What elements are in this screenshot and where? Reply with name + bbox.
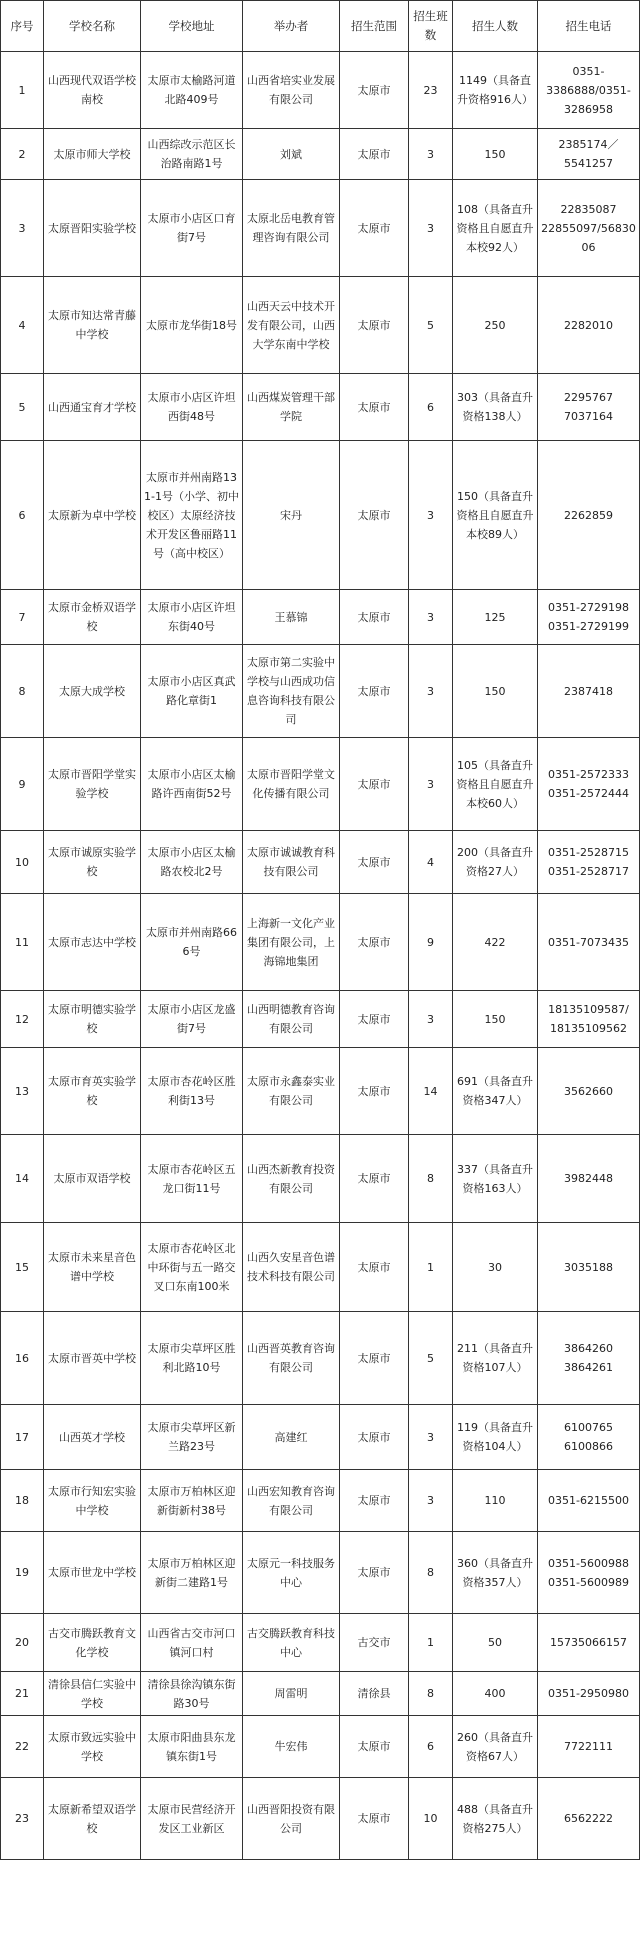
cell-classes: 8 [409, 1135, 453, 1223]
cell-school-name: 太原新希望双语学校 [44, 1778, 141, 1860]
cell-classes: 3 [409, 645, 453, 738]
cell-phone: 2262859 [538, 441, 640, 590]
header-sponsor: 举办者 [243, 1, 340, 52]
cell-address: 太原市尖草坪区胜利北路10号 [141, 1312, 243, 1405]
cell-sponsor: 山西久安星音色谱技术科技有限公司 [243, 1223, 340, 1312]
cell-scope: 太原市 [340, 277, 409, 374]
cell-classes: 6 [409, 1716, 453, 1778]
cell-scope: 太原市 [340, 180, 409, 277]
cell-address: 太原市小店区口育街7号 [141, 180, 243, 277]
cell-classes: 10 [409, 1778, 453, 1860]
table-row [1, 894, 640, 991]
cell-classes: 23 [409, 52, 453, 129]
table-row [1, 738, 640, 831]
cell-address: 太原市小店区许坦西街48号 [141, 374, 243, 441]
cell-scope: 太原市 [340, 590, 409, 645]
cell-classes: 3 [409, 738, 453, 831]
cell-school-name: 古交市腾跃教育文化学校 [44, 1614, 141, 1672]
cell-address: 太原市龙华街18号 [141, 277, 243, 374]
cell-no: 7 [1, 590, 44, 645]
cell-students: 422 [453, 894, 538, 991]
cell-no: 23 [1, 1778, 44, 1860]
cell-no: 17 [1, 1405, 44, 1470]
cell-school-name: 太原市师大学校 [44, 129, 141, 180]
cell-no: 2 [1, 129, 44, 180]
table-row [1, 991, 640, 1048]
cell-no: 3 [1, 180, 44, 277]
cell-school-name: 太原市晋英中学校 [44, 1312, 141, 1405]
cell-sponsor: 山西晋阳投资有限公司 [243, 1778, 340, 1860]
cell-students: 488（具备直升资格275人） [453, 1778, 538, 1860]
cell-phone: 2385174／ 5541257 [538, 129, 640, 180]
table-row [1, 590, 640, 645]
cell-classes: 8 [409, 1532, 453, 1614]
cell-phone: 0351- 3386888/0351- 3286958 [538, 52, 640, 129]
cell-scope: 太原市 [340, 1135, 409, 1223]
cell-school-name: 太原市晋阳学堂实验学校 [44, 738, 141, 831]
cell-scope: 太原市 [340, 1716, 409, 1778]
cell-phone: 7722111 [538, 1716, 640, 1778]
cell-scope: 太原市 [340, 1223, 409, 1312]
cell-classes: 6 [409, 374, 453, 441]
header-classes: 招生班数 [409, 1, 453, 52]
cell-address: 太原市小店区太榆路农校北2号 [141, 831, 243, 894]
cell-school-name: 太原市未来星音色谱中学校 [44, 1223, 141, 1312]
cell-students: 150 [453, 129, 538, 180]
cell-scope: 太原市 [340, 645, 409, 738]
cell-no: 1 [1, 52, 44, 129]
cell-sponsor: 山西煤炭管理干部学院 [243, 374, 340, 441]
cell-students: 150 [453, 991, 538, 1048]
table-row [1, 374, 640, 441]
table-row [1, 1135, 640, 1223]
cell-students: 360（具备直升资格357人） [453, 1532, 538, 1614]
table-row [1, 52, 640, 129]
table-row [1, 180, 640, 277]
cell-sponsor: 太原元一科技服务中心 [243, 1532, 340, 1614]
cell-no: 14 [1, 1135, 44, 1223]
cell-no: 12 [1, 991, 44, 1048]
cell-scope: 太原市 [340, 1532, 409, 1614]
table-row [1, 1672, 640, 1716]
cell-phone: 6562222 [538, 1778, 640, 1860]
cell-scope: 太原市 [340, 1312, 409, 1405]
cell-address: 太原市杏花岭区胜利街13号 [141, 1048, 243, 1135]
cell-no: 21 [1, 1672, 44, 1716]
cell-classes: 3 [409, 590, 453, 645]
cell-phone: 3562660 [538, 1048, 640, 1135]
table-row [1, 831, 640, 894]
cell-sponsor: 山西省培实业发展有限公司 [243, 52, 340, 129]
cell-school-name: 太原市双语学校 [44, 1135, 141, 1223]
cell-school-name: 太原市明德实验学校 [44, 991, 141, 1048]
cell-phone: 0351-6215500 [538, 1470, 640, 1532]
cell-school-name: 太原市致远实验中学校 [44, 1716, 141, 1778]
cell-classes: 3 [409, 129, 453, 180]
cell-students: 119（具备直升资格104人） [453, 1405, 538, 1470]
table-row [1, 129, 640, 180]
table-row [1, 1532, 640, 1614]
cell-school-name: 山西英才学校 [44, 1405, 141, 1470]
cell-school-name: 太原大成学校 [44, 645, 141, 738]
cell-no: 13 [1, 1048, 44, 1135]
cell-phone: 3864260 3864261 [538, 1312, 640, 1405]
cell-school-name: 山西通宝育才学校 [44, 374, 141, 441]
cell-address: 太原市万柏林区迎新街新村38号 [141, 1470, 243, 1532]
header-phone: 招生电话 [538, 1, 640, 52]
cell-sponsor: 山西天云中技术开发有限公司，山西大学东南中学校 [243, 277, 340, 374]
cell-sponsor: 王慕锦 [243, 590, 340, 645]
cell-school-name: 太原晋阳实验学校 [44, 180, 141, 277]
cell-sponsor: 山西明德教育咨询有限公司 [243, 991, 340, 1048]
cell-classes: 1 [409, 1614, 453, 1672]
cell-address: 山西省古交市河口镇河口村 [141, 1614, 243, 1672]
cell-phone: 2282010 [538, 277, 640, 374]
cell-phone: 3035188 [538, 1223, 640, 1312]
cell-sponsor: 古交腾跃教育科技中心 [243, 1614, 340, 1672]
cell-scope: 太原市 [340, 738, 409, 831]
cell-no: 22 [1, 1716, 44, 1778]
cell-phone: 2387418 [538, 645, 640, 738]
cell-scope: 太原市 [340, 129, 409, 180]
cell-scope: 太原市 [340, 894, 409, 991]
cell-scope: 太原市 [340, 831, 409, 894]
cell-scope: 太原市 [340, 374, 409, 441]
cell-address: 太原市民营经济开发区工业新区 [141, 1778, 243, 1860]
cell-sponsor: 周雷明 [243, 1672, 340, 1716]
cell-phone: 0351-2729198 0351-2729199 [538, 590, 640, 645]
cell-phone: 2295767 7037164 [538, 374, 640, 441]
cell-school-name: 太原市知达常青藤中学校 [44, 277, 141, 374]
cell-scope: 太原市 [340, 1405, 409, 1470]
cell-students: 108（具备直升资格且自愿直升本校92人） [453, 180, 538, 277]
table-row [1, 1312, 640, 1405]
header-row [1, 1, 640, 52]
cell-no: 19 [1, 1532, 44, 1614]
cell-students: 30 [453, 1223, 538, 1312]
cell-phone: 0351-5600988 0351-5600989 [538, 1532, 640, 1614]
cell-classes: 3 [409, 1405, 453, 1470]
cell-no: 18 [1, 1470, 44, 1532]
cell-no: 5 [1, 374, 44, 441]
cell-school-name: 太原市育英实验学校 [44, 1048, 141, 1135]
cell-phone: 6100765 6100866 [538, 1405, 640, 1470]
cell-students: 691（具备直升资格347人） [453, 1048, 538, 1135]
cell-phone: 0351-7073435 [538, 894, 640, 991]
cell-address: 太原市尖草坪区新兰路23号 [141, 1405, 243, 1470]
cell-phone: 0351-2950980 [538, 1672, 640, 1716]
cell-school-name: 太原市志达中学校 [44, 894, 141, 991]
cell-students: 125 [453, 590, 538, 645]
table-row [1, 441, 640, 590]
cell-address: 太原市太榆路河道北路409号 [141, 52, 243, 129]
cell-students: 150（具备直升资格且自愿直升本校89人） [453, 441, 538, 590]
cell-scope: 太原市 [340, 1470, 409, 1532]
cell-students: 337（具备直升资格163人） [453, 1135, 538, 1223]
header-address: 学校地址 [141, 1, 243, 52]
cell-sponsor: 太原市诚诚教育科技有限公司 [243, 831, 340, 894]
cell-address: 太原市小店区龙盛街7号 [141, 991, 243, 1048]
table-row [1, 645, 640, 738]
cell-address: 太原市杏花岭区五龙口街11号 [141, 1135, 243, 1223]
cell-sponsor: 宋丹 [243, 441, 340, 590]
table-row [1, 1716, 640, 1778]
cell-no: 11 [1, 894, 44, 991]
cell-address: 太原市万柏林区迎新街二建路1号 [141, 1532, 243, 1614]
cell-address: 太原市小店区许坦东街40号 [141, 590, 243, 645]
cell-school-name: 太原市诚原实验学校 [44, 831, 141, 894]
cell-classes: 3 [409, 1470, 453, 1532]
cell-phone: 22835087 22855097/5683006 [538, 180, 640, 277]
cell-no: 8 [1, 645, 44, 738]
cell-no: 20 [1, 1614, 44, 1672]
cell-school-name: 太原市金桥双语学校 [44, 590, 141, 645]
cell-sponsor: 太原市晋阳学堂文化传播有限公司 [243, 738, 340, 831]
cell-no: 16 [1, 1312, 44, 1405]
cell-sponsor: 山西杰新教育投资有限公司 [243, 1135, 340, 1223]
cell-scope: 古交市 [340, 1614, 409, 1672]
header-no: 序号 [1, 1, 44, 52]
cell-scope: 太原市 [340, 52, 409, 129]
cell-students: 303（具备直升资格138人） [453, 374, 538, 441]
cell-classes: 3 [409, 991, 453, 1048]
cell-address: 清徐县徐沟镇东街路30号 [141, 1672, 243, 1716]
cell-phone: 0351-2572333 0351-2572444 [538, 738, 640, 831]
cell-students: 400 [453, 1672, 538, 1716]
cell-scope: 太原市 [340, 991, 409, 1048]
cell-classes: 9 [409, 894, 453, 991]
cell-no: 15 [1, 1223, 44, 1312]
cell-address: 太原市并州南路666号 [141, 894, 243, 991]
table-row [1, 1048, 640, 1135]
cell-school-name: 太原新为卓中学校 [44, 441, 141, 590]
cell-students: 110 [453, 1470, 538, 1532]
cell-sponsor: 上海新一文化产业集团有限公司，上海锦地集团 [243, 894, 340, 991]
cell-sponsor: 山西晋英教育咨询有限公司 [243, 1312, 340, 1405]
header-scope: 招生范围 [340, 1, 409, 52]
cell-students: 250 [453, 277, 538, 374]
cell-no: 10 [1, 831, 44, 894]
cell-phone: 15735066157 [538, 1614, 640, 1672]
cell-address: 山西综改示范区长治路南路1号 [141, 129, 243, 180]
cell-scope: 太原市 [340, 1048, 409, 1135]
cell-students: 211（具备直升资格107人） [453, 1312, 538, 1405]
cell-address: 太原市小店区真武路化章街1 [141, 645, 243, 738]
cell-phone: 3982448 [538, 1135, 640, 1223]
cell-classes: 14 [409, 1048, 453, 1135]
cell-sponsor: 山西宏知教育咨询有限公司 [243, 1470, 340, 1532]
cell-sponsor: 太原市永鑫泰实业有限公司 [243, 1048, 340, 1135]
cell-school-name: 太原市世龙中学校 [44, 1532, 141, 1614]
cell-classes: 8 [409, 1672, 453, 1716]
cell-students: 50 [453, 1614, 538, 1672]
cell-no: 4 [1, 277, 44, 374]
cell-address: 太原市并州南路131-1号（小学、初中校区）太原经济技术开发区鲁丽路11号（高中校区） [141, 441, 243, 590]
cell-address: 太原市小店区太榆路许西南街52号 [141, 738, 243, 831]
cell-classes: 5 [409, 1312, 453, 1405]
cell-school-name: 清徐县信仁实验中学校 [44, 1672, 141, 1716]
header-school-name: 学校名称 [44, 1, 141, 52]
cell-students: 260（具备直升资格67人） [453, 1716, 538, 1778]
cell-school-name: 太原市行知宏实验中学校 [44, 1470, 141, 1532]
table-row [1, 1778, 640, 1860]
cell-students: 150 [453, 645, 538, 738]
table-row [1, 1470, 640, 1532]
cell-no: 9 [1, 738, 44, 831]
table-row [1, 1223, 640, 1312]
cell-classes: 3 [409, 180, 453, 277]
cell-scope: 太原市 [340, 441, 409, 590]
cell-school-name: 山西现代双语学校南校 [44, 52, 141, 129]
cell-students: 105（具备直升资格且自愿直升本校60人） [453, 738, 538, 831]
cell-sponsor: 高建红 [243, 1405, 340, 1470]
cell-address: 太原市阳曲县东龙镇东街1号 [141, 1716, 243, 1778]
cell-classes: 3 [409, 441, 453, 590]
header-students: 招生人数 [453, 1, 538, 52]
cell-scope: 清徐县 [340, 1672, 409, 1716]
cell-classes: 1 [409, 1223, 453, 1312]
table-row [1, 1405, 640, 1470]
cell-phone: 18135109587/ 18135109562 [538, 991, 640, 1048]
cell-sponsor: 太原北岳电教育管理咨询有限公司 [243, 180, 340, 277]
table-row [1, 1614, 640, 1672]
cell-students: 1149（具备直升资格916人） [453, 52, 538, 129]
cell-classes: 5 [409, 277, 453, 374]
table-row [1, 277, 640, 374]
cell-no: 6 [1, 441, 44, 590]
cell-sponsor: 刘斌 [243, 129, 340, 180]
cell-students: 200（具备直升资格27人） [453, 831, 538, 894]
cell-address: 太原市杏花岭区北中环街与五一路交叉口东南100米 [141, 1223, 243, 1312]
cell-sponsor: 牛宏伟 [243, 1716, 340, 1778]
cell-scope: 太原市 [340, 1778, 409, 1860]
cell-sponsor: 太原市第二实验中学校与山西成功信息咨询科技有限公司 [243, 645, 340, 738]
cell-classes: 4 [409, 831, 453, 894]
cell-phone: 0351-2528715 0351-2528717 [538, 831, 640, 894]
